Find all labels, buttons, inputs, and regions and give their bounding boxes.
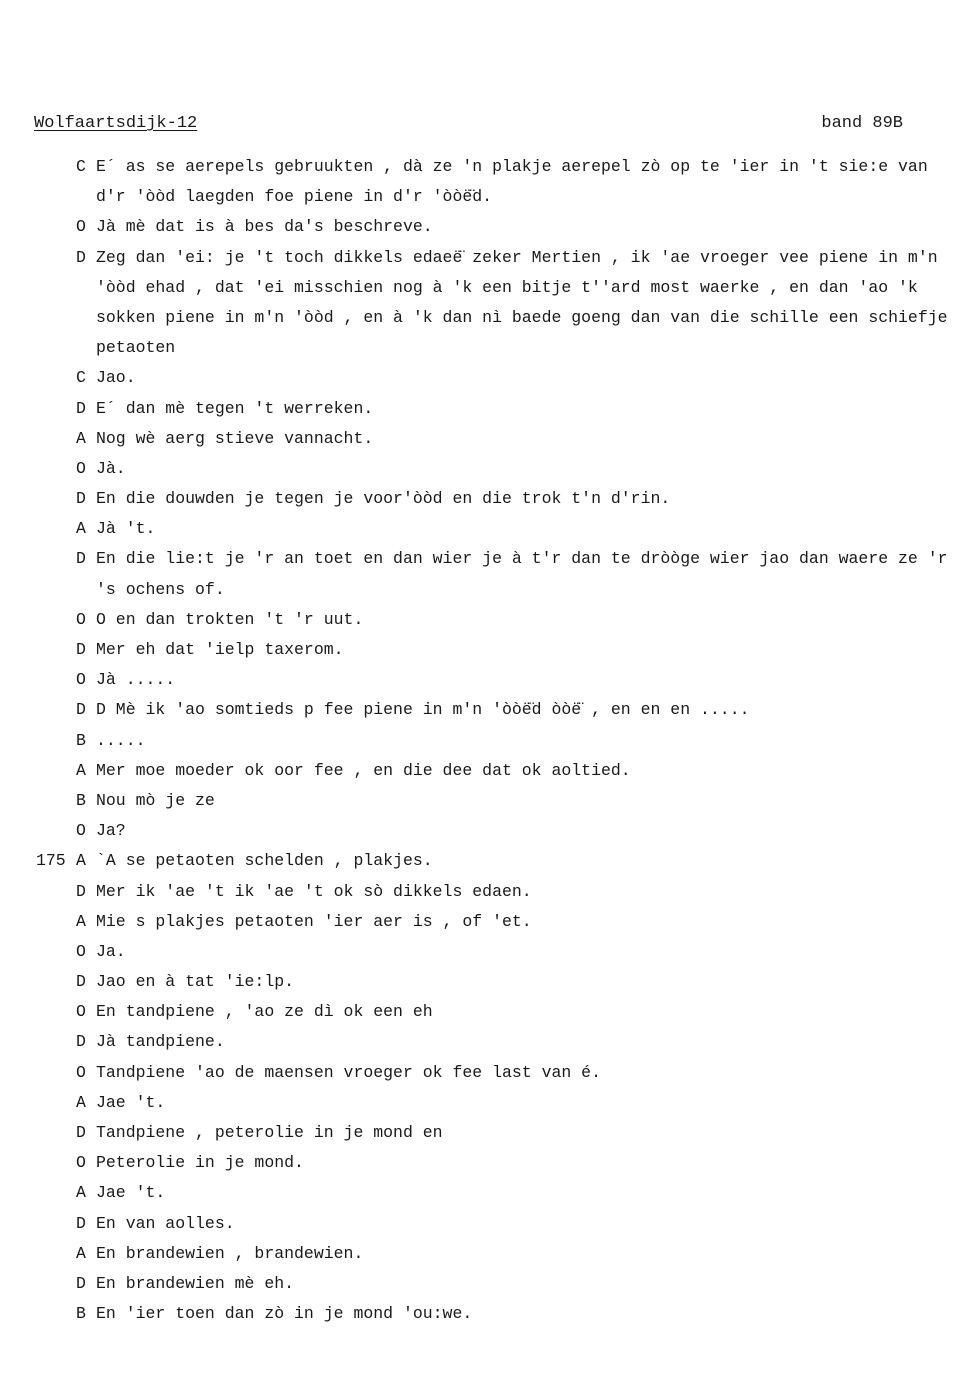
transcript-line [0, 726, 973, 756]
utterance-text: E´ dan mè tegen 't werreken. [96, 398, 374, 418]
utterance-text: Jà mè dat is à bes da's beschreve. [96, 217, 433, 237]
transcript-line [0, 665, 973, 695]
utterance-text: Mer moe moeder ok oor fee , en die dee dat ok aoltied. [96, 760, 631, 780]
transcript-line [0, 1269, 973, 1299]
transcript-line [0, 212, 973, 242]
transcript-line [0, 1118, 973, 1148]
line-number: 175 [36, 851, 66, 871]
utterance-text: Jae 't. [96, 1183, 166, 1203]
speaker-label: D [76, 1273, 86, 1293]
utterance-text: Jà 't. [96, 519, 156, 539]
utterance-text: Tandpiene , peterolie in je mond en [96, 1123, 443, 1142]
speaker-label: C [76, 157, 86, 176]
utterance-text: Mer ik 'ae 't ik 'ae 't ok sò dikkels edaen. [96, 881, 532, 901]
transcript-line [0, 907, 973, 937]
speaker-label: O [76, 1153, 86, 1173]
speaker-label: A [76, 760, 86, 780]
speaker-label: D [76, 881, 86, 901]
utterance-text: Mer eh dat 'ielp taxerom. [96, 640, 344, 659]
transcript-line [0, 394, 973, 424]
transcript-line [0, 1148, 973, 1178]
page-header [34, 114, 903, 138]
document-title: Wolfaartsdijk-12 [34, 114, 198, 133]
transcript-line [0, 363, 973, 393]
speaker-label: D [76, 700, 86, 720]
transcript-lines [0, 152, 973, 1329]
speaker-label: A [76, 428, 86, 448]
speaker-label: D [76, 640, 86, 659]
utterance-text: Peterolie in je mond. [96, 1153, 304, 1173]
transcript-line [0, 1027, 973, 1057]
transcript-line [0, 1209, 973, 1239]
speaker-label: B [76, 730, 86, 750]
transcript-line [0, 1178, 973, 1208]
utterance-text: Jà. [96, 458, 126, 478]
utterance-text: d'r 'òòd laegden foe piene in d'r 'òòë̈d. [96, 187, 493, 207]
utterance-text: En 'ier toen dan zò in je mond 'ou:we. [96, 1304, 473, 1324]
speaker-label: D [76, 549, 86, 569]
utterance-text: Zeg dan 'ei: je 't toch dikkels edaeë̈ zeker Mertien , ik 'ae vroeger vee piene in m'n [96, 247, 938, 267]
utterance-text: Jae 't. [96, 1092, 166, 1112]
speaker-label: B [76, 1304, 86, 1324]
transcript-line [0, 333, 973, 363]
transcript-line [0, 967, 973, 997]
utterance-text: ..... [96, 730, 146, 750]
speaker-label: O [76, 821, 86, 841]
utterance-text: En brandewien , brandewien. [96, 1243, 364, 1263]
utterance-text: En tandpiene , 'ao ze dì ok een eh [96, 1002, 433, 1022]
utterance-text: Mie s plakjes petaoten 'ier aer is , of 'et. [96, 911, 532, 931]
utterance-text: Jao. [96, 368, 136, 388]
speaker-label: D [76, 489, 86, 509]
utterance-text: Ja? [96, 821, 126, 841]
utterance-text: Jao en à tat 'ie:lp. [96, 972, 295, 992]
utterance-text: 'òòd ehad , dat 'ei misschien nog à 'k een bitje t''ard most waerke , en dan 'ao 'k [96, 277, 918, 297]
utterance-text: sokken piene in m'n 'òòd , en à 'k dan nì baede goeng dan van die schille een schiefje [96, 307, 948, 327]
utterance-text: petaoten [96, 338, 176, 358]
transcript-line [0, 182, 973, 212]
transcript-line [0, 484, 973, 514]
transcript-line [0, 756, 973, 786]
speaker-label: A [76, 1183, 86, 1203]
utterance-text: Jà tandpiene. [96, 1032, 225, 1052]
speaker-label: D [76, 1032, 86, 1052]
speaker-label: O [76, 609, 86, 629]
speaker-label: O [76, 670, 86, 690]
transcript-line [0, 454, 973, 484]
transcript-line [0, 1058, 973, 1088]
transcript-line [0, 816, 973, 846]
transcript-line [0, 786, 973, 816]
transcript-line [0, 937, 973, 967]
transcript-line [0, 424, 973, 454]
transcript-line [0, 514, 973, 544]
utterance-text: E´ as se aerepels gebruukten , dà ze 'n plakje aerepel zò op te 'ier in 't sie:e van [96, 157, 928, 176]
speaker-label: O [76, 941, 86, 961]
transcript-line [0, 846, 973, 876]
transcript-line [0, 635, 973, 665]
transcript-line [0, 303, 973, 333]
speaker-label: D [76, 1123, 86, 1142]
transcript-line [0, 575, 973, 605]
speaker-label: A [76, 911, 86, 931]
utterance-text: En brandewien mè eh. [96, 1273, 295, 1293]
speaker-label: O [76, 458, 86, 478]
transcript-line [0, 997, 973, 1027]
band-label: band 89B [821, 114, 903, 133]
transcript-line [0, 152, 973, 182]
transcript-line [0, 877, 973, 907]
speaker-label: D [76, 1213, 86, 1233]
speaker-label: A [76, 1243, 86, 1263]
utterance-text: En die douwden je tegen je voor'òòd en die trok t'n d'rin. [96, 489, 671, 509]
utterance-text: O en dan trokten 't 'r uut. [96, 609, 364, 629]
transcript-line [0, 1088, 973, 1118]
utterance-text: D Mè ik 'ao somtieds p fee piene in m'n 'òòë̈d òòë̈ , en en en ..... [96, 700, 750, 720]
transcript-line [0, 605, 973, 635]
speaker-label: B [76, 790, 86, 810]
utterance-text: Nou mò je ze [96, 790, 215, 810]
speaker-label: D [76, 398, 86, 418]
speaker-label: O [76, 1062, 86, 1082]
transcript-line [0, 273, 973, 303]
utterance-text: Tandpiene 'ao de maensen vroeger ok fee last van é. [96, 1062, 601, 1082]
transcript-line [0, 243, 973, 273]
utterance-text: En die lie:t je 'r an toet en dan wier je à t'r dan te dròòge wier jao dan waere ze 'r [96, 549, 948, 569]
speaker-label: A [76, 1092, 86, 1112]
speaker-label: D [76, 972, 86, 992]
utterance-text: Jà ..... [96, 670, 176, 690]
speaker-label: A [76, 519, 86, 539]
utterance-text: En van aolles. [96, 1213, 235, 1233]
transcript-line [0, 1239, 973, 1269]
speaker-label: D [76, 247, 86, 267]
speaker-label: C [76, 368, 86, 388]
transcript-line [0, 695, 973, 725]
utterance-text: Nog wè aerg stieve vannacht. [96, 428, 374, 448]
transcript-line [0, 544, 973, 574]
utterance-text: 's ochens of. [96, 579, 225, 599]
speaker-label: O [76, 217, 86, 237]
utterance-text: Ja. [96, 941, 126, 961]
speaker-label: O [76, 1002, 86, 1022]
utterance-text: `A se petaoten schelden , plakjes. [96, 851, 433, 871]
transcript-line [0, 1299, 973, 1329]
speaker-label: A [76, 851, 86, 871]
